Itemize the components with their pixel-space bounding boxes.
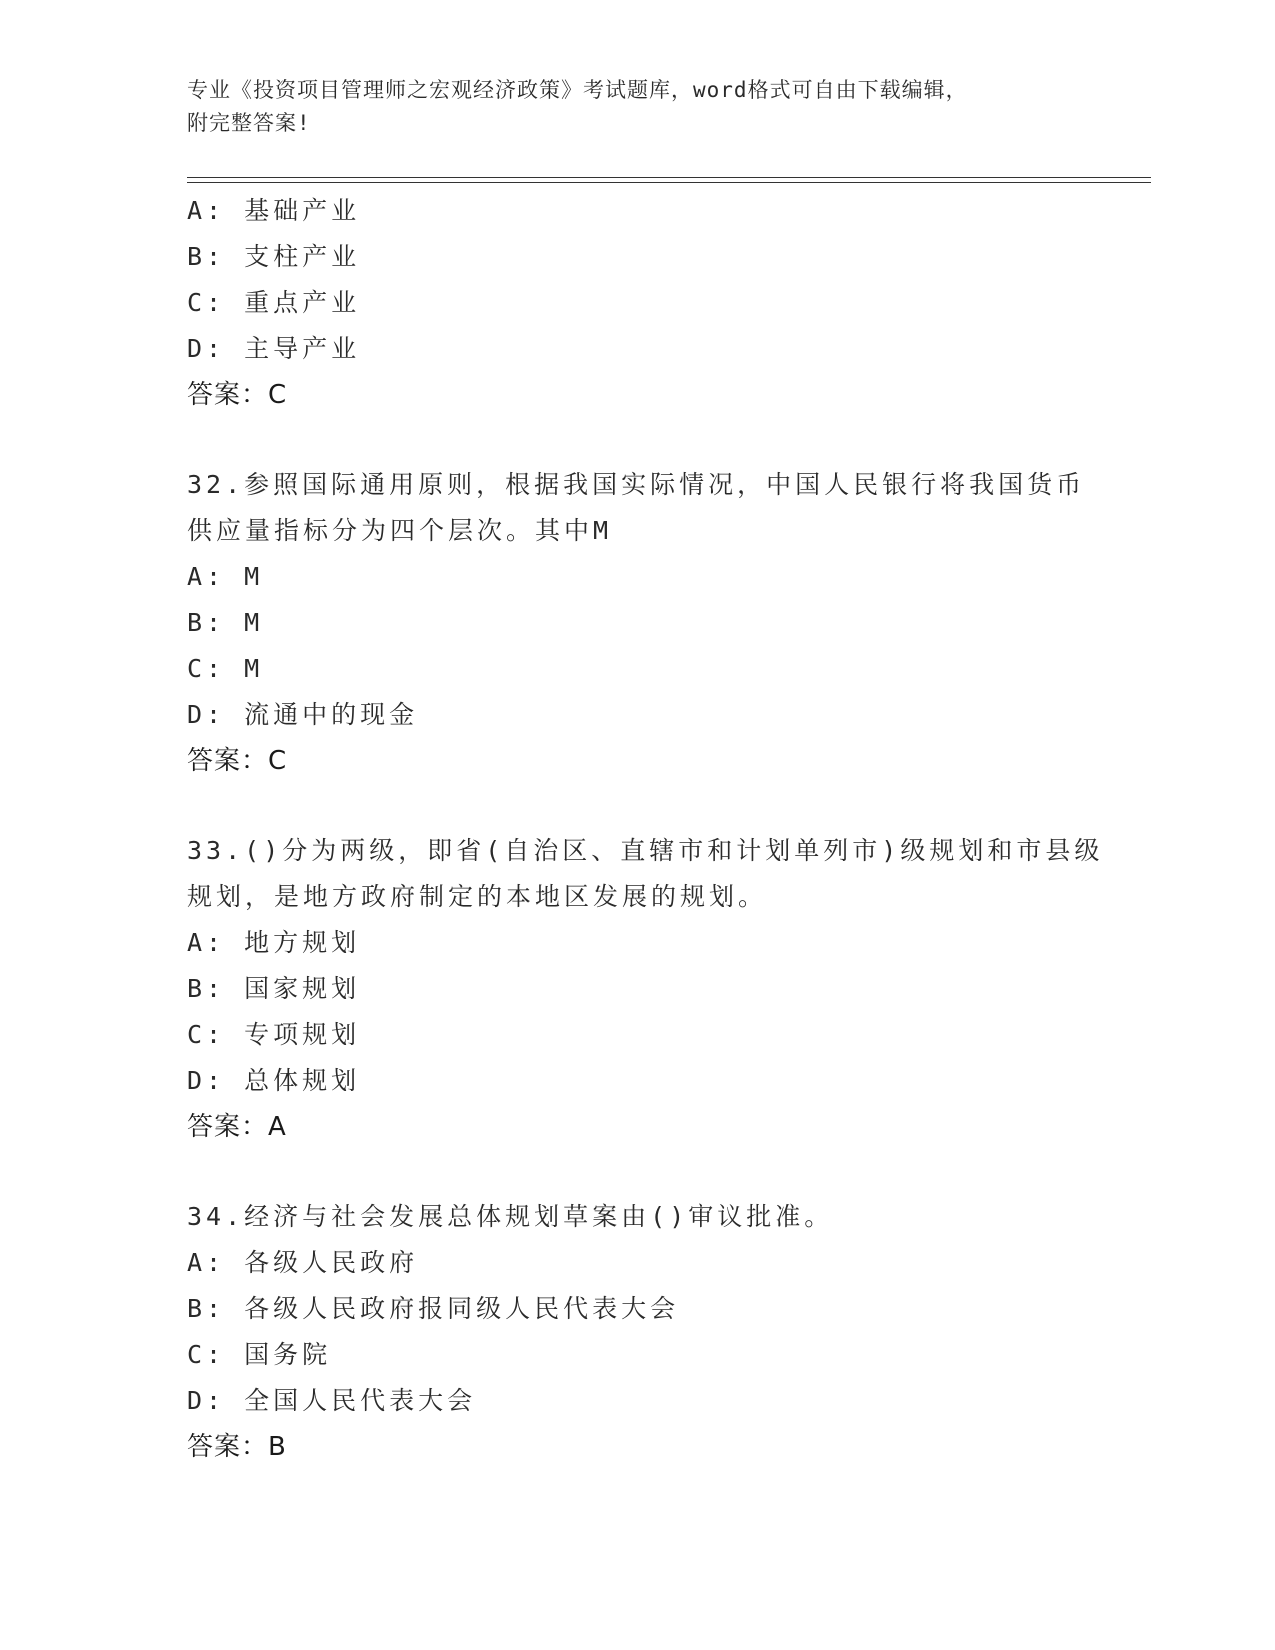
question-block-previous	[187, 188, 1107, 418]
option-a	[187, 554, 1107, 600]
question-block-33	[187, 828, 1107, 1150]
option-d	[187, 692, 1107, 738]
option-label: B:	[187, 1294, 226, 1323]
option-label: D:	[187, 1386, 226, 1415]
option-text: 国家规划	[244, 974, 361, 1003]
option-text: M	[244, 608, 264, 637]
question-block-34	[187, 1194, 1107, 1470]
question-stem-line: 33.()分为两级，即省(自治区、直辖市和计划单列市)级规划和市县级	[187, 836, 1104, 865]
option-label: B:	[187, 974, 226, 1003]
question-stem-line: 32.参照国际通用原则，根据我国实际情况，中国人民银行将我国货币	[187, 470, 1086, 499]
option-label: A:	[187, 562, 226, 591]
option-text: 支柱产业	[244, 242, 361, 271]
option-label: A:	[187, 928, 226, 957]
option-c	[187, 646, 1107, 692]
option-text: M	[244, 562, 264, 591]
option-label: C:	[187, 654, 226, 683]
option-label: C:	[187, 288, 226, 317]
question-stem-line: 34.经济与社会发展总体规划草案由()审议批准。	[187, 1202, 834, 1231]
option-text: 各级人民政府报同级人民代表大会	[244, 1294, 680, 1323]
option-text: 专项规划	[244, 1020, 361, 1049]
option-a	[187, 920, 1107, 966]
option-text: 重点产业	[244, 288, 361, 317]
question-stem-line: 规划，是地方政府制定的本地区发展的规划。	[187, 882, 768, 911]
option-text: M	[244, 654, 264, 683]
answer-line: 答案：C	[187, 746, 288, 776]
header-line-2: 附完整答案!	[187, 111, 311, 135]
document-header	[187, 74, 1087, 140]
option-text: 基础产业	[244, 196, 361, 225]
option-text: 总体规划	[244, 1066, 361, 1095]
option-text: 国务院	[244, 1340, 332, 1369]
option-b	[187, 600, 1107, 646]
option-d	[187, 1058, 1107, 1104]
option-label: C:	[187, 1340, 226, 1369]
option-label: B:	[187, 242, 226, 271]
option-c	[187, 1332, 1107, 1378]
answer-line: 答案：B	[187, 1432, 287, 1462]
question-block-32	[187, 462, 1107, 784]
option-b	[187, 1286, 1107, 1332]
option-b	[187, 966, 1107, 1012]
option-label: D:	[187, 1066, 226, 1095]
option-a	[187, 1240, 1107, 1286]
option-d	[187, 1378, 1107, 1424]
option-label: D:	[187, 334, 226, 363]
option-label: A:	[187, 196, 226, 225]
question-stem-line: 供应量指标分为四个层次。其中M	[187, 516, 613, 545]
option-text: 主导产业	[244, 334, 361, 363]
header-divider-bottom	[187, 182, 1151, 183]
option-text: 全国人民代表大会	[244, 1386, 477, 1415]
option-text: 地方规划	[244, 928, 361, 957]
option-label: B:	[187, 608, 226, 637]
option-label: C:	[187, 1020, 226, 1049]
header-line-1: 专业《投资项目管理师之宏观经济政策》考试题库，word格式可自由下载编辑，	[187, 78, 968, 102]
header-divider-top	[187, 177, 1151, 178]
question-list	[187, 188, 1107, 1470]
option-c	[187, 280, 1107, 326]
option-text: 流通中的现金	[244, 700, 419, 729]
option-c	[187, 1012, 1107, 1058]
answer-line: 答案：A	[187, 1112, 287, 1142]
option-a	[187, 188, 1107, 234]
option-b	[187, 234, 1107, 280]
option-d	[187, 326, 1107, 372]
option-label: D:	[187, 700, 226, 729]
option-label: A:	[187, 1248, 226, 1277]
option-text: 各级人民政府	[244, 1248, 419, 1277]
answer-line: 答案：C	[187, 380, 288, 410]
